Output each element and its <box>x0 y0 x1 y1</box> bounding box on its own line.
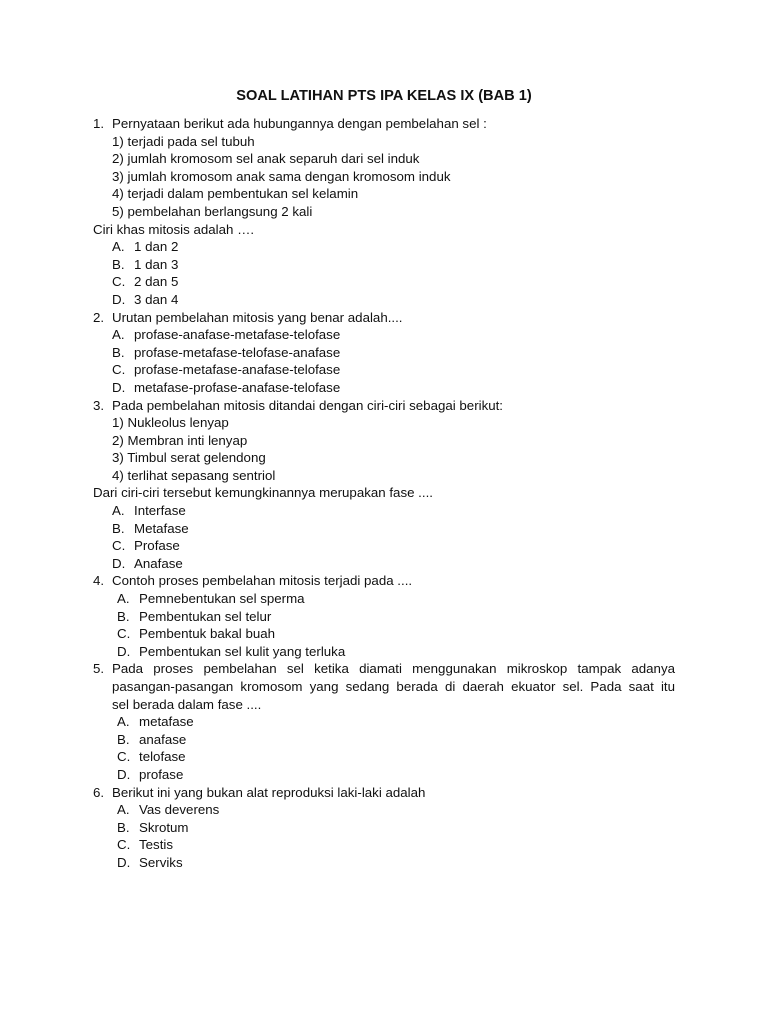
option-letter: B. <box>117 731 130 747</box>
option-text: Pemnebentukan sel sperma <box>139 591 305 607</box>
answer-option <box>93 379 675 397</box>
answer-option <box>93 731 675 749</box>
answer-option <box>93 608 675 626</box>
option-text: Pembentukan sel kulit yang terluka <box>139 643 346 659</box>
answer-option <box>93 819 675 837</box>
question-text: Pernyataan berikut ada hubungannya dengan pembelahan sel : <box>112 116 487 131</box>
option-letter: A. <box>112 239 125 255</box>
option-text: profase <box>139 766 184 782</box>
option-letter: D. <box>112 555 126 571</box>
question-number: 6. <box>93 784 105 800</box>
option-text: Anafase <box>134 555 183 571</box>
question-text-line: Pada proses pembelahan sel ketika diamati menggunakan mikroskop tampak adanya <box>112 661 675 677</box>
statement: 4) terlihat sepasang sentriol <box>112 467 276 483</box>
option-letter: B. <box>112 520 125 536</box>
option-text: Pembentuk bakal buah <box>139 626 276 642</box>
question-text: Contoh proses pembelahan mitosis terjadi pada .... <box>112 573 413 589</box>
option-text: Pembentukan sel telur <box>139 608 272 624</box>
option-letter: A. <box>117 591 130 607</box>
question-4 <box>93 572 675 660</box>
option-text: 1 dan 3 <box>134 256 179 272</box>
option-text: telofase <box>139 749 186 765</box>
option-letter: B. <box>112 344 125 360</box>
question-stem <box>93 309 675 327</box>
statement: 5) pembelahan berlangsung 2 kali <box>112 203 313 219</box>
option-letter: A. <box>117 714 130 730</box>
question-prompt: Ciri khas mitosis adalah …. <box>93 221 255 237</box>
option-text: profase-metafase-anafase-telofase <box>134 362 341 378</box>
question-text: Urutan pembelahan mitosis yang benar adalah.... <box>112 309 403 325</box>
question-6 <box>93 784 675 872</box>
option-letter: D. <box>112 291 126 307</box>
option-text: 2 dan 5 <box>134 274 179 290</box>
answer-option <box>93 801 675 819</box>
answer-option <box>93 273 675 291</box>
answer-option <box>93 291 675 309</box>
option-text: Skrotum <box>139 819 189 835</box>
option-letter: A. <box>112 327 125 343</box>
answer-option <box>93 854 675 872</box>
option-letter: B. <box>117 608 130 624</box>
question-stem <box>93 660 675 713</box>
option-letter: C. <box>112 274 126 290</box>
statement: 3) jumlah kromosom anak sama dengan kromosom induk <box>112 168 451 184</box>
option-text: profase-metafase-telofase-anafase <box>134 344 341 360</box>
statement: 4) terjadi dalam pembentukan sel kelamin <box>112 186 359 202</box>
statement: 2) jumlah kromosom sel anak separuh dari sel induk <box>112 151 420 167</box>
question-number: 5. <box>93 661 105 677</box>
question-stem <box>93 572 675 590</box>
option-letter: B. <box>112 256 125 272</box>
question-text: Pada pembelahan mitosis ditandai dengan ciri-ciri sebagai berikut: <box>112 397 504 413</box>
question-2 <box>93 309 675 397</box>
statement: 1) terjadi pada sel tubuh <box>112 133 255 149</box>
answer-option <box>93 238 675 256</box>
question-5 <box>93 660 675 783</box>
option-letter: B. <box>117 819 130 835</box>
question-stem <box>93 784 675 802</box>
option-letter: A. <box>112 503 125 519</box>
option-text: metafase-profase-anafase-telofase <box>134 379 341 395</box>
option-text: Testis <box>139 837 173 853</box>
document-title: SOAL LATIHAN PTS IPA KELAS IX (BAB 1) <box>236 88 532 104</box>
answer-option <box>93 713 675 731</box>
answer-option <box>93 537 675 555</box>
answer-option <box>93 590 675 608</box>
option-letter: D. <box>112 379 126 395</box>
option-letter: C. <box>112 362 126 378</box>
option-letter: D. <box>117 643 131 659</box>
option-letter: D. <box>117 766 131 782</box>
option-text: Serviks <box>139 854 183 870</box>
question-number: 3. <box>93 397 105 413</box>
option-text: 3 dan 4 <box>134 291 179 307</box>
option-text: profase-anafase-metafase-telofase <box>134 327 341 343</box>
option-text: metafase <box>139 714 194 730</box>
question-1 <box>93 115 675 309</box>
answer-option <box>93 502 675 520</box>
question-number: 2. <box>93 309 105 325</box>
answer-option <box>93 520 675 538</box>
question-number: 1. <box>93 116 105 131</box>
answer-option <box>93 625 675 643</box>
option-text: anafase <box>139 731 187 747</box>
answer-option <box>93 766 675 784</box>
option-text: Profase <box>134 538 180 554</box>
option-letter: C. <box>117 626 131 642</box>
answer-option <box>93 256 675 274</box>
option-text: Metafase <box>134 520 189 536</box>
answer-option <box>93 748 675 766</box>
answer-option <box>93 326 675 344</box>
question-text: Berikut ini yang bukan alat reproduksi laki-laki adalah <box>112 784 426 800</box>
question-text-line: sel berada dalam fase .... <box>112 696 262 712</box>
option-letter: C. <box>117 837 131 853</box>
statement: 2) Membran inti lenyap <box>112 432 248 448</box>
question-number: 4. <box>93 573 105 589</box>
question-stem <box>93 115 675 133</box>
answer-option <box>93 643 675 661</box>
answer-option <box>93 361 675 379</box>
answer-option <box>93 344 675 362</box>
question-stem <box>93 397 675 415</box>
statement: 3) Timbul serat gelendong <box>112 450 266 466</box>
option-text: Vas deverens <box>139 802 220 818</box>
option-text: Interfase <box>134 503 186 519</box>
option-letter: D. <box>117 854 131 870</box>
answer-option <box>93 836 675 854</box>
option-text: 1 dan 2 <box>134 239 179 255</box>
question-text-line: pasangan-pasangan kromosom yang sedang berada di daerah ekuator sel. Pada saat itu <box>112 679 675 694</box>
option-letter: A. <box>117 802 130 818</box>
question-3 <box>93 397 675 573</box>
answer-option <box>93 555 675 573</box>
question-prompt: Dari ciri-ciri tersebut kemungkinannya merupakan fase .... <box>93 485 433 501</box>
statement: 1) Nukleolus lenyap <box>112 415 229 431</box>
option-letter: C. <box>117 749 131 765</box>
option-letter: C. <box>112 538 126 554</box>
question-list <box>93 115 675 872</box>
